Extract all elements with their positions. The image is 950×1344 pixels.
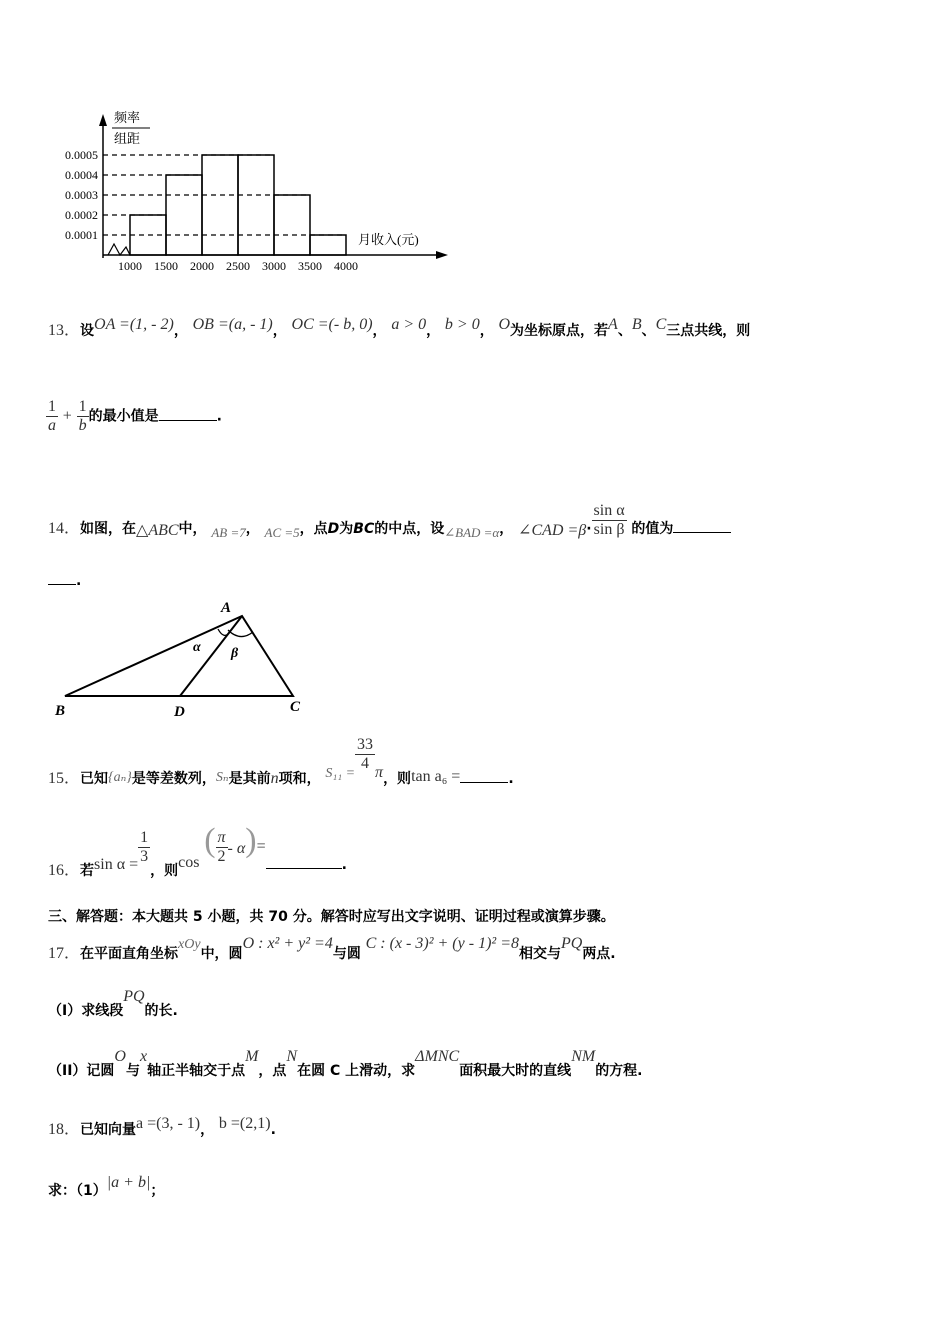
question-17-part-1	[48, 986, 178, 1019]
comma: ，	[499, 520, 514, 537]
q17-part-2-text: 轴正半轴交于点	[147, 1063, 246, 1079]
dot: ·	[586, 520, 592, 537]
question-16: 16．若sin α = $\frac{1}{3}$ ，则cos ( $\frac{\pi}{2}$ - α)=.	[48, 822, 347, 879]
tan-a6: tan a₆ =	[411, 767, 461, 785]
b-positive: b > 0	[444, 316, 480, 333]
question-18-part-1	[48, 1172, 165, 1199]
circle-o: O	[114, 1048, 126, 1065]
angle-cad: ∠CAD =β	[518, 521, 587, 539]
q17-part-1-text: 求线段	[81, 1003, 124, 1019]
separator: 、	[617, 323, 632, 339]
q16-text: 若	[80, 863, 95, 879]
period: .	[508, 770, 514, 787]
q17-text: 两点.	[582, 946, 616, 962]
q17-part-2-text: 记圆	[86, 1063, 115, 1079]
triangle-outline	[65, 616, 293, 696]
minus-alpha: - α	[227, 840, 246, 857]
vector-oc: OC =(- b, 0)	[291, 316, 373, 333]
histogram-bar	[310, 235, 346, 255]
y-tick-label: 0.0004	[65, 168, 98, 182]
x-tick-label: 1000	[118, 259, 142, 273]
x-axis-label: 月收入(元)	[358, 232, 419, 247]
sin-alpha: sin α =	[94, 856, 139, 873]
question-13-line-2	[46, 398, 222, 435]
pi: π	[375, 763, 384, 781]
fraction-one-over-b: $\frac{1}{b}$	[78, 398, 87, 434]
q13-text: 的最小值是	[88, 408, 159, 425]
fraction-one-third: $\frac{1}{3}$	[140, 828, 149, 865]
circle-o-equation: O : x² + y² =4	[242, 935, 333, 952]
semicolon: ；	[150, 1183, 165, 1199]
y-label-bottom: 组距	[114, 131, 141, 146]
point-m: M	[245, 1048, 259, 1065]
segment-pq: PQ	[560, 935, 583, 952]
ac-length: AC =5	[264, 524, 300, 540]
label-b: B	[55, 703, 66, 719]
q18-ask: 求：	[48, 1183, 76, 1199]
comma: ，	[272, 323, 287, 339]
point-b: B	[631, 316, 642, 333]
q17-part-1-text: 的长.	[144, 1003, 178, 1019]
label-beta: β	[231, 646, 239, 661]
q17-text: 相交与	[518, 946, 561, 962]
q13-text: 设	[80, 323, 95, 339]
point-n: N	[286, 1048, 298, 1065]
label-d: D	[174, 704, 185, 720]
fraction-pi-over-2: $\frac{\pi}{2}$	[217, 828, 226, 865]
q17-text: 中，圆	[200, 946, 243, 962]
q15-text: 项和，	[278, 770, 321, 787]
answer-blank	[673, 518, 731, 533]
point-c: C	[655, 316, 667, 333]
segment-bc: BC	[353, 520, 375, 537]
origin-o: O	[498, 316, 511, 333]
fraction-33-over-4: $\frac{33}{4}$	[357, 736, 374, 772]
x-tick-label: 2000	[190, 259, 214, 273]
question-14-line-1	[48, 484, 731, 540]
q14-text: 的中点，设	[374, 520, 445, 537]
period: .	[76, 573, 82, 589]
s11-label: S₁₁ =	[325, 765, 356, 781]
triangle-mnc: ΔMNC	[415, 1048, 460, 1065]
period: .	[216, 408, 222, 425]
sum-sn: Sₙ	[215, 769, 229, 785]
q15-text: 是等差数列，	[131, 770, 216, 787]
answer-blank-continued	[48, 570, 76, 585]
ab-length: AB =7	[211, 524, 246, 540]
vector-oa: OA =(1, - 2)	[94, 316, 174, 333]
answer-blank	[159, 406, 217, 421]
histogram	[40, 110, 460, 280]
point-a: A	[608, 316, 618, 333]
q17-text: 与圆	[332, 946, 361, 962]
y-label-top: 频率	[114, 110, 141, 125]
histogram-bar	[166, 175, 202, 255]
q14-text: 为	[339, 520, 354, 537]
axis-break	[108, 244, 130, 255]
question-18	[48, 1110, 276, 1138]
q16-text: ，则	[150, 863, 179, 879]
x-tick-label: 3000	[262, 259, 286, 273]
histogram-bar	[274, 195, 310, 255]
period: .	[341, 857, 347, 873]
part-2-label: （II）	[48, 1063, 87, 1079]
part-1-label: （1）	[76, 1183, 107, 1199]
y-tick-label: 0.0005	[65, 148, 98, 162]
question-13-line-1	[48, 317, 750, 340]
q13-text: 三点共线，则	[666, 323, 751, 339]
q14-text: ，点	[299, 520, 328, 537]
q15-text: 已知	[80, 770, 109, 787]
y-tick-label: 0.0001	[65, 228, 98, 242]
var-n: n	[270, 769, 279, 787]
q17-part-2-text: 面积最大时的直线	[459, 1063, 572, 1079]
q17-part-2-text: ，点	[258, 1063, 287, 1079]
plus-sign: +	[62, 407, 72, 425]
comma: ，	[479, 323, 494, 339]
label-a: A	[221, 600, 232, 616]
angle-beta-arc	[228, 630, 253, 637]
q13-number: 13．	[48, 322, 81, 339]
q17-part-2-text: 与	[125, 1063, 140, 1079]
x-axis-arrow	[436, 251, 448, 259]
triangle-abc: △ABC	[136, 521, 179, 539]
question-15	[48, 736, 514, 787]
sequence-an: {aₙ}	[108, 769, 132, 785]
histogram-bar	[238, 155, 274, 255]
line-nm: NM	[571, 1048, 596, 1065]
vector-ob: OB =(a, - 1)	[192, 316, 273, 333]
label-c: C	[290, 699, 301, 715]
q18-number: 18．	[48, 1121, 81, 1138]
q15-number: 15．	[48, 769, 81, 787]
part-1-label: （I）	[48, 1003, 82, 1019]
histogram-bar	[202, 155, 238, 255]
y-axis-arrow	[99, 114, 107, 126]
comma: ，	[372, 323, 387, 339]
q16-number: 16．	[48, 862, 81, 879]
comma: ，	[173, 323, 188, 339]
a-positive: a > 0	[391, 316, 427, 333]
histogram-chart	[65, 110, 448, 273]
comma: ，	[426, 323, 441, 339]
fraction-sin-ratio: $\frac{\text{sin α}}{\text{sin β}}$	[593, 502, 625, 538]
point-d: D	[327, 520, 340, 537]
q15-text: 是其前	[228, 770, 271, 787]
circle-c-equation: C : (x - 3)² + (y - 1)² =8	[365, 935, 519, 952]
cos: cos	[178, 854, 200, 871]
q15-text: ，则	[383, 770, 412, 787]
fraction-one-over-a: $\frac{1}{a}$	[48, 398, 56, 434]
q18-text: 已知向量	[80, 1122, 137, 1138]
q17-text: 在平面直角坐标	[80, 946, 179, 962]
label-alpha: α	[193, 640, 201, 655]
q17-number: 17．	[48, 945, 81, 962]
comma: ，	[200, 1122, 215, 1138]
answer-blank	[266, 854, 342, 869]
x-tick-label: 2500	[226, 259, 250, 273]
q14-text: 的值为	[631, 520, 674, 537]
comma: ，	[245, 520, 260, 537]
q14-number: 14．	[48, 519, 81, 537]
x-tick-label: 1500	[154, 259, 178, 273]
question-17-part-2	[48, 1046, 643, 1079]
x-axis: x	[139, 1048, 148, 1065]
xoy-plane: xOy	[178, 937, 201, 952]
question-17	[48, 930, 616, 962]
triangle-figure	[50, 596, 320, 722]
period: .	[270, 1122, 276, 1138]
x-tick-label: 3500	[298, 259, 322, 273]
vector-a: a =(3, - 1)	[136, 1115, 201, 1132]
vector-b: b =(2,1)	[218, 1115, 271, 1132]
q13-text: 为坐标原点，若	[510, 323, 609, 339]
section-3-header: 三、解答题：本大题共 5 小题，共 70 分。解答时应写出文字说明、证明过程或演算步骤。	[48, 909, 615, 925]
segment-pq: PQ	[123, 988, 145, 1005]
q14-text: 中，	[178, 520, 207, 537]
y-tick-label: 0.0003	[65, 188, 98, 202]
x-tick-label: 4000	[334, 259, 358, 273]
q17-part-2-text: 在圆 C 上滑动，求	[297, 1063, 416, 1079]
answer-blank	[460, 768, 508, 783]
abs-a-plus-b: |a + b|	[106, 1174, 151, 1191]
angle-bad: ∠BAD =α	[444, 524, 500, 540]
q17-part-2-text: 的方程.	[595, 1063, 643, 1079]
separator: 、	[641, 323, 656, 339]
question-14-line-2	[48, 570, 81, 589]
q14-text: 如图，在	[80, 520, 137, 537]
equals: =	[256, 838, 266, 855]
y-tick-label: 0.0002	[65, 208, 98, 222]
